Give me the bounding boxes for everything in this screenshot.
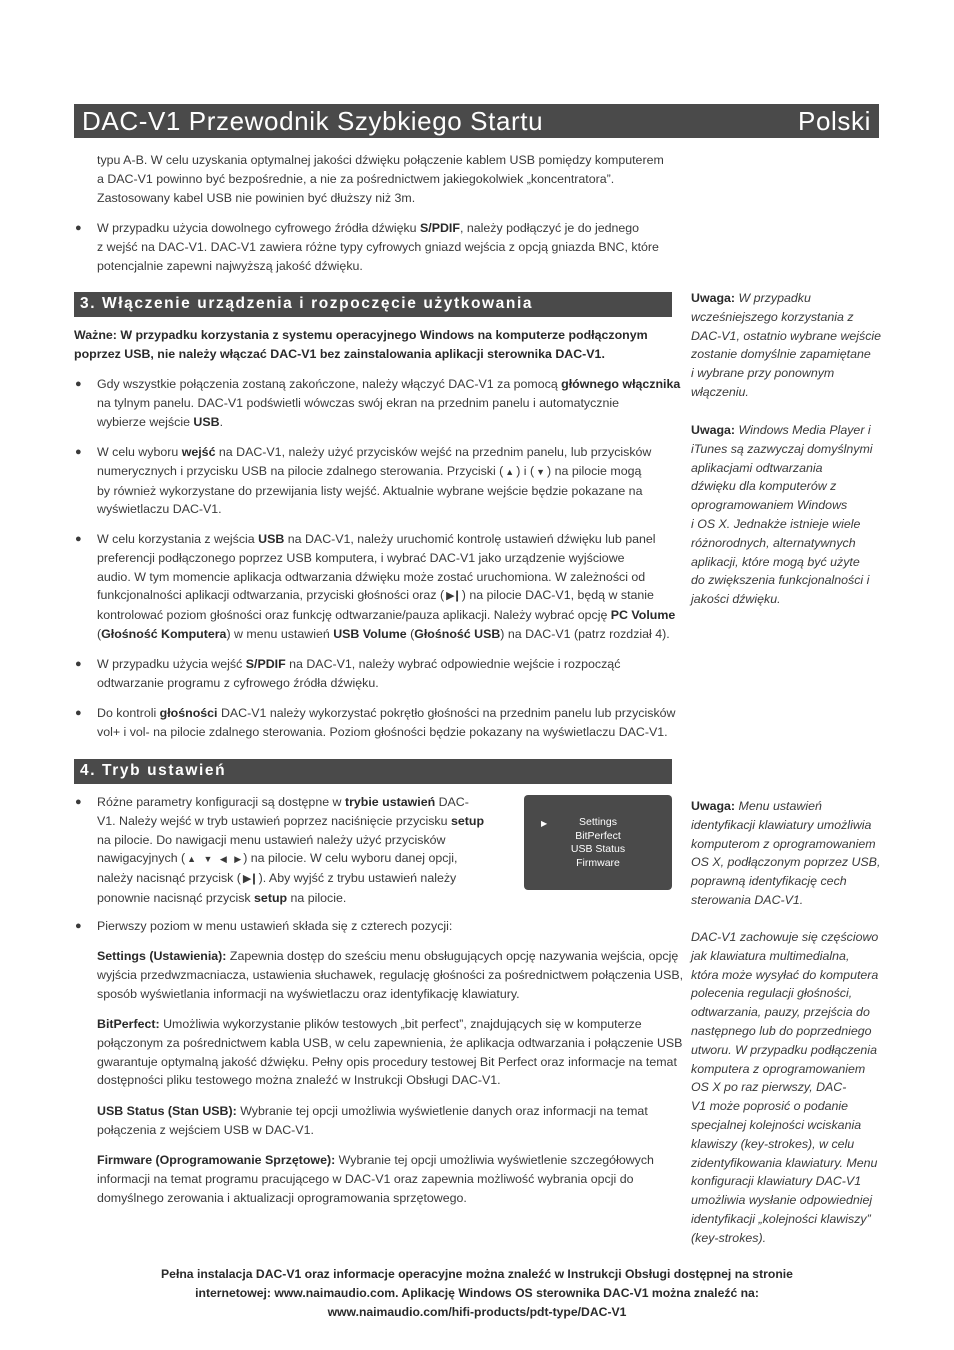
text-line: komputerom z oprogramowaniem [691, 836, 876, 851]
side-note-1 [691, 289, 891, 402]
bullet-setup-mode [97, 793, 517, 908]
text: Umożliwia wykorzystanie plików testowych „bit perfect”, znajdujących się w komputerze [159, 1017, 642, 1031]
text-line: na tylnym panelu. DAC-V1 podświetli wówczas swój ekran na przednim panelu i automatycznie [97, 395, 620, 410]
side-note-3 [691, 797, 891, 910]
text-line: V1 może poprosić o podanie [691, 1099, 849, 1114]
up-arrow-icon: ▲ [187, 854, 197, 865]
text-line: utworu. W przypadku podłączenia [691, 1042, 877, 1057]
text-line: polecenia regulacji głośności, [691, 986, 853, 1001]
text-line: wyjścia przedwzmacniacza, ustawienia słuchawek, regulację głośności za pośrednictwem połączenia USB, [97, 967, 684, 982]
text: na pilocie. [287, 890, 347, 905]
bullet-icon: ● [75, 222, 82, 234]
text: . [219, 414, 224, 429]
bold-term: setup [254, 890, 288, 905]
text: na DAC-V1, należy wybrać odpowiednie wejście i rozpocząć [285, 657, 621, 671]
text: Gdy wszystkie połączenia zostaną zakończone, należy włączyć DAC-V1 za pomocą [97, 377, 562, 391]
text-line: na pilocie. Do nawigacji menu ustawień należy użyć przycisków [97, 832, 446, 847]
play-pause-icon: ▶❙ [446, 590, 460, 603]
text: Wybranie tej opcji umożliwia wyświetlenie szczegółowych [335, 1153, 654, 1167]
text-line: z wejść na DAC-V1. DAC-V1 zawiera różne typy cyfrowych gniazd wejścia z opcją gniazda BNC, które [97, 239, 659, 254]
right-arrow-icon: ▶ [234, 854, 242, 865]
bold-term: Głośność Komputera [101, 626, 227, 641]
text-line: wcześniejszego korzystania z [691, 309, 854, 324]
bullet-spdif [97, 219, 677, 275]
bold-term: wejść [181, 445, 216, 459]
bold-term: USB Volume [333, 626, 407, 641]
text-line: gwarantuje optymalną jakość dźwięku. Pełny opis procedury testowej Bit Perfect oraz informacje na temat [97, 1054, 677, 1069]
note-label: Uwaga: [691, 291, 736, 305]
text-line: preferencji podłączonego poprzez USB komputera, i wybrać DAC-V1 jako urządzenie wyjściowe [97, 550, 625, 565]
text-line: identyfikacji „kolejności klawiszy” [691, 1211, 871, 1226]
bullet-input-select [97, 443, 687, 519]
section-3-heading [74, 292, 672, 317]
text-line: dostępności pliku testowego można znaleźć w Instrukcji Obsługi DAC-V1. [97, 1073, 501, 1088]
footer [120, 1265, 834, 1321]
text: ) i ( [516, 463, 535, 478]
text-line: umożliwia wysłanie odpowiedniej [691, 1193, 873, 1208]
text-line: sterowania DAC-V1. [691, 892, 804, 907]
text-line: odtwarzania, pauzy, przejścia do [691, 1005, 870, 1020]
menu-cursor-icon: ▶ [541, 819, 548, 828]
section-4-heading-text: 4. Tryb ustawień [80, 762, 227, 779]
side-note-4 [691, 928, 891, 1248]
text: DAC-V1 należy wykorzystać pokrętło głośności na przednim panelu lub przycisków [217, 706, 676, 720]
text-line: DAC-V1, ostatnio wybrane wejście [691, 328, 882, 343]
text-line: konfiguracji klawiatury DAC-V1 [691, 1174, 862, 1189]
text-line: poprzez USB, nie należy włączać DAC-V1 bez zainstalowania aplikacji sterownika DAC-V1. [74, 346, 605, 361]
text-line: komputera z oprogramowaniem [691, 1061, 866, 1076]
lcd-item-settings: Settings [579, 816, 617, 828]
text: W celu wyboru [97, 445, 182, 459]
text-line: Zastosowany kabel USB nie powinien być dłuższy niż 3m. [97, 190, 416, 205]
text-line: typu A-B. W celu uzyskania optymalnej jakości dźwięku połączenie kablem USB pomiędzy komputerem [97, 153, 664, 167]
bullet-icon: ● [75, 707, 82, 719]
text-line: połączenia z wejściem USB w DAC-V1. [97, 1122, 314, 1137]
bold-term: Settings (Ustawienia): [97, 949, 227, 963]
text: W przypadku [738, 291, 811, 305]
text: ) na pilocie DAC-V1, będą w stanie [461, 588, 654, 603]
text: ) na DAC-V1 (patrz rozdział 4). [500, 626, 670, 641]
text-line: audio. W tym momencie aplikacja odtwarzania dźwięku może zostać uruchomiona. W zależności od [97, 569, 646, 584]
text: wybierze wejście [97, 414, 194, 429]
text-line: która może wysyłać do komputera [691, 967, 879, 982]
bullet-first-level: Pierwszy poziom w menu ustawień składa się z czterech pozycji: [97, 919, 453, 933]
down-arrow-icon: ▼ [203, 854, 213, 865]
text: ) na pilocie mogą [547, 463, 642, 478]
bullet-icon: ● [75, 920, 82, 932]
bold-term: głośności [159, 706, 218, 720]
text: numerycznych i przycisku USB na pilocie zdalnego sterowania. Przyciski ( [97, 463, 504, 478]
bullet-icon: ● [75, 378, 82, 390]
text-line: vol+ i vol- na pilocie zdalnego sterowania. Poziom głośności będzie pokazany na wyświetlaczu DAC-V1. [97, 724, 668, 739]
text-line: iTunes są zazwyczaj domyślnymi [691, 441, 873, 456]
footer-line: internetowej: www.naimaudio.com. Aplikację Windows OS sterownika DAC-V1 można znaleźć na: [195, 1285, 759, 1300]
important-note [74, 326, 684, 364]
up-arrow-icon: ▲ [505, 466, 515, 477]
text-line: jak klawiatura multimedialna, [691, 948, 850, 963]
text-line: OS X, podłączonym poprzez USB, [691, 855, 881, 870]
lcd-item-firmware: Firmware [576, 856, 620, 869]
bold-term: S/PDIF [420, 221, 460, 235]
text: na DAC-V1, należy użyć przycisków wejść na przednim panelu, lub przycisków [215, 445, 652, 459]
text-line: i wybrane przy ponownym [691, 366, 835, 381]
text: ( [97, 626, 102, 641]
text: Różne parametry konfiguracji są dostępne w [97, 795, 345, 809]
text-line: połączonym za pośrednictwem kabla USB, w celu zapewnienia, że aplikacja odtwarzania i połączenie USB [97, 1035, 683, 1050]
text: nawigacyjnych ( [97, 851, 186, 866]
down-arrow-icon: ▼ [536, 466, 546, 477]
text-line: włączeniu. [691, 384, 749, 399]
bullet-icon: ● [75, 796, 82, 808]
text-line: odtwarzanie programu z cyfrowego źródła dźwięku. [97, 675, 379, 690]
bold-term: PC Volume [610, 608, 676, 623]
note-label: Uwaga: [691, 799, 736, 813]
lcd-item-usb-status: USB Status [570, 843, 626, 855]
page-title: DAC-V1 Przewodnik Szybkiego Startu [82, 106, 544, 136]
bold-term: setup [450, 813, 485, 828]
bullet-icon: ● [75, 658, 82, 670]
bold-term: USB [258, 532, 285, 546]
text-line: DAC-V1 zachowuje się częściowo [691, 930, 879, 944]
text-line: by również wykorzystane do przewijania listy wejść. Aktualnie wybrane wejście będzie pokazane na [97, 483, 643, 498]
bullet-usb-input [97, 530, 687, 644]
text: na DAC-V1, należy uruchomić kontrolę ustawień dźwięku lub panel [284, 532, 656, 546]
text-line: dźwięku dla komputerów z [691, 479, 837, 494]
left-arrow-icon: ◀ [219, 854, 227, 865]
bullet-icon: ● [75, 533, 82, 545]
text-line: domyślnego zerowania i aktualizacji oprogramowania sprzętowego. [97, 1190, 467, 1205]
usb-status-description [97, 1102, 687, 1140]
title-bar [74, 104, 879, 138]
text: V1. Należy wejść w tryb ustawień poprzez naciśnięcie przycisku [97, 813, 451, 828]
text: Menu ustawień [738, 799, 822, 813]
bullet-spdif-input [97, 655, 687, 693]
text-line: oprogramowaniem Windows [691, 498, 848, 513]
text: Windows Media Player i [738, 423, 871, 437]
text: W przypadku użycia dowolnego cyfrowego źródła dźwięku [97, 221, 421, 235]
text-line: zidentyfikowania klawiatury. Menu [691, 1155, 878, 1170]
bold-term: USB [193, 414, 220, 429]
text: , należy podłączyć je do jednego [459, 221, 640, 235]
text: ). Aby wyjść z trybu ustawień należy [258, 871, 457, 886]
text: funkcjonalności aplikacji odtwarzania, przyciski głośności oraz ( [97, 588, 445, 603]
text-line: wyświetlaczu DAC-V1. [97, 502, 222, 517]
note-label: Uwaga: [691, 423, 736, 437]
lcd-menu [524, 816, 672, 870]
intro-paragraph [97, 151, 677, 207]
text: W celu korzystania z wejścia [97, 532, 259, 546]
bold-term: głównego włącznika [561, 377, 681, 391]
text-line: OS X po raz pierwszy, DAC- [691, 1080, 847, 1095]
text-line: aplikacji, które mogą być użyte [691, 554, 860, 569]
text: Wybranie tej opcji umożliwia wyświetlenie danych oraz informacji na temat [236, 1104, 648, 1118]
text: kontrolować poziom głośności oraz funkcję odtwarzanie/pauza aplikacji. Należy wybrać opcję [97, 608, 611, 623]
text: W przypadku użycia wejść [97, 657, 246, 671]
text-line: sposób wyświetlania informacji na wyświetlaczu oraz identyfikację klawiatury. [97, 986, 520, 1001]
text-line: klawiszy (key-strokes), w celu [691, 1136, 855, 1151]
bitperfect-description [97, 1015, 687, 1090]
bold-term: Głośność USB [414, 626, 501, 641]
text: DAC- [435, 795, 469, 809]
text-line: identyfikacji klawiatury umożliwia [691, 817, 872, 832]
text-line: specjalnej kolejności wciskania [691, 1117, 862, 1132]
section-4-heading [74, 759, 672, 784]
bullet-volume [97, 704, 687, 742]
bold-term: USB Status (Stan USB): [97, 1104, 237, 1118]
footer-line: Pełna instalacja DAC-V1 oraz informacje operacyjne można znaleźć w Instrukcji Obsługi dostępnej na stronie [161, 1267, 793, 1281]
text-line: różnorodnych, alternatywnych [691, 535, 856, 550]
text-line: potencjalnie zapewni najwyższą jakość dźwięku. [97, 258, 363, 273]
bold-term: trybie ustawień [344, 795, 436, 809]
text-line: do zwiększenia funkcjonalności i [691, 573, 870, 588]
text: ) w menu ustawień [226, 626, 334, 641]
text-line: jakości dźwięku. [691, 592, 781, 607]
bold-term: BitPerfect: [97, 1017, 160, 1031]
text-line: następnego lub do poprzedniego [691, 1023, 872, 1038]
text-line: (key-strokes). [691, 1230, 767, 1245]
language-label: Polski [798, 106, 871, 136]
text-line: aplikacjami odtwarzania [691, 460, 823, 475]
text: Do kontroli [97, 706, 160, 720]
settings-description [97, 947, 687, 1003]
bullet-power-on [97, 375, 687, 431]
firmware-description [97, 1151, 687, 1207]
text: ponownie nacisnąć przycisk [97, 890, 255, 905]
play-pause-icon: ▶❙ [242, 873, 257, 886]
bullet-icon: ● [75, 446, 82, 458]
text: ) na pilocie. W celu wyboru danej opcji, [243, 851, 458, 866]
text-line: informacji na temat programu pracującego w DAC-V1 oraz zapewnia możliwość wybrania opcji do [97, 1171, 634, 1186]
bold-term: Firmware (Oprogramowanie Sprzętowe): [97, 1153, 336, 1167]
text-line: poprawną identyfikację cech [691, 874, 847, 889]
section-3-heading-text: 3. Włączenie urządzenia i rozpoczęcie użytkowania [80, 295, 534, 312]
text: należy nacisnąć przycisk ( [97, 871, 241, 886]
text-line: zostanie domyślnie zapamiętane [691, 347, 871, 362]
text: ( [406, 626, 415, 641]
footer-url: www.naimaudio.com/hifi-products/pdt-type/DAC-V1 [327, 1304, 627, 1319]
text-line: a DAC-V1 powinno być bezpośrednie, a nie za pośrednictwem jakiegokolwiek „koncentratora”. [97, 171, 615, 186]
text-line: i OS X. Jednakże istnieje wiele [691, 516, 861, 531]
lcd-item-bitperfect: BitPerfect [575, 829, 621, 842]
text: Zapewnia dostęp do sześciu menu obsługujących opcję nazywania wejścia, opcję [226, 949, 679, 963]
bold-term: S/PDIF [245, 657, 286, 671]
lcd-display [524, 795, 672, 890]
side-note-2 [691, 421, 891, 609]
text-line: Ważne: W przypadku korzystania z systemu operacyjnego Windows na komputerze podłączonym [74, 328, 648, 342]
